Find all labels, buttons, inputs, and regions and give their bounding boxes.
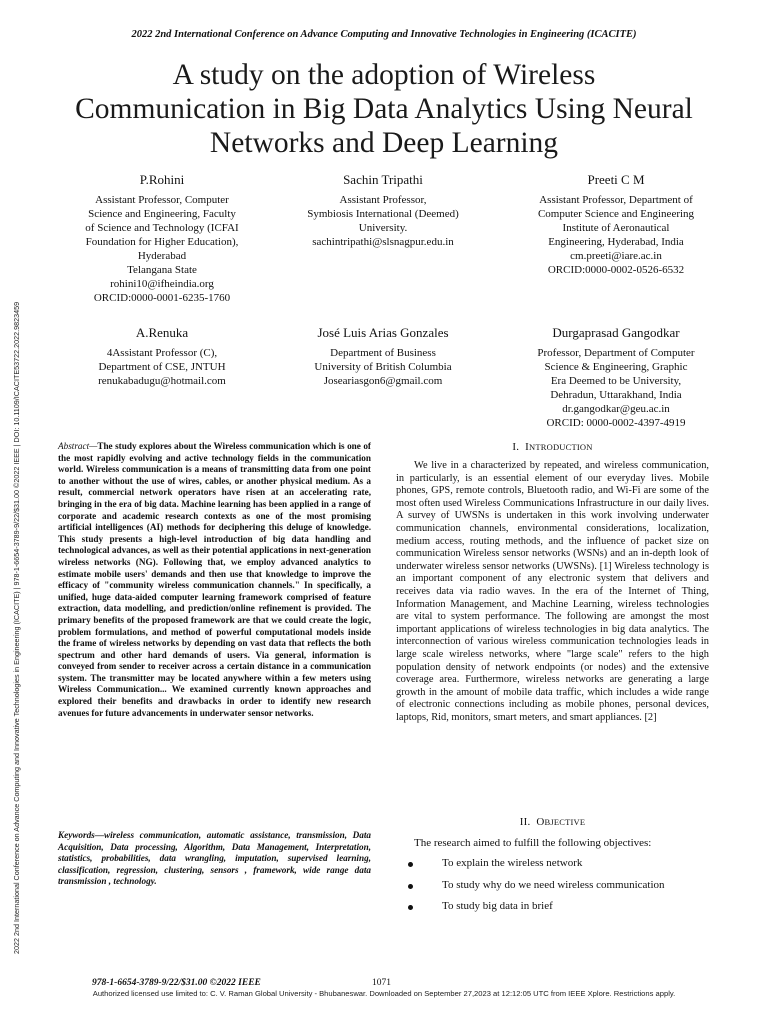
affiliation-line: Era Deemed to be University, (550, 375, 682, 387)
affiliation-line: Hyderabad (137, 250, 187, 262)
paper-title (40, 58, 728, 160)
section-heading-introduction (396, 441, 709, 453)
author-email: Joseariasgon6@gmail.com (323, 375, 443, 387)
author-block-gonzales (273, 325, 493, 388)
section-title-rest: BJECTIVE (544, 817, 586, 827)
list-item (398, 900, 718, 922)
author-name: José Luis Arias Gonzales (317, 325, 449, 340)
title-line: Networks and Deep Learning (209, 127, 559, 159)
page-number: 1071 (372, 978, 391, 988)
author-orcid: ORCID: 0000-0002-4397-4919 (546, 417, 686, 429)
affiliation-line: Professor, Department of Computer (537, 347, 695, 359)
bullet-icon (408, 905, 413, 910)
license-notice: Authorized licensed use limited to: C. V. Raman Global University - Bhubaneswar. Downloaded on September 27,2023 at 12:12:05 UTC from IEEE Xplore. Restrictions apply. (92, 989, 676, 998)
affiliation-line: University. (358, 222, 408, 234)
affiliation-line: Telangana State (127, 264, 197, 276)
author-name: Durgaprasad Gangodkar (552, 325, 680, 340)
author-block-preeti (506, 172, 726, 277)
bullet-icon (408, 884, 413, 889)
affiliation-line: of Science and Technology (ICFAI (85, 222, 239, 234)
section-numeral: II. (519, 816, 531, 828)
affiliation-line: Dehradun, Uttarakhand, India (550, 389, 682, 401)
affiliation-line: Science and Engineering, Faculty (88, 208, 236, 220)
introduction-paragraph: We live in a characterized by repeated, and wireless communication, in particularly, is an essential element of our everyday lives. Mobile phones, GPS, remote controls, Bluetooth radio, and Wi-Fi are some of the most often used Wireless Communications Infrastructure in our daily lives. A survey of UWSNs is undertaken in this work involving underwater communication channels, environmental considerations, localization, medium access, routing methods, and the influence of packet size on communication Wireless sensor networks (WSNs) and an in-depth look of underwater wireless sensor networks (UWSNs). [1] Wireless technology is an important component of any electronic system that delivers and receives data via radio waves. In the era of the Internet of Thing, Information Management, and Machine Learning, wireless technologies are vital to system performance. The following are amongst the most important applications of wireless technologies in big data analytics. The interconnection of various wireless communication technologies leads in large scale wireless networks, where "large scale" refers to the high population density of network endpoints (or nodes) and the extensive coverage area. Furthermore, wireless networks are generating a large growth in the amount of mobile data traffic, which includes a wide range of electronic connections including as mobile phones, personal devices, laptops, Rid, monitors, smart meters, and smart appliances. [2] (396, 460, 709, 723)
abstract-text: The study explores about the Wireless communication which is one of the most rapidly evolving and active technology fields in the communication world. Wireless communication is a means of transmitting data from one point to another without the use of wires, cables, or another physical medium. As a result, commercial network operators have risen at an accelerating rate, bringing in the era of big data. Machine learning has been applied in a range of corporate and academic research contexts as one of the most promising artificial intelligences (AI) methods for deciphering this deluge of knowledge. This study presents a high-level introduction of big data handling and technological advances, as well as their potential applications in next-generation wireless networks (NG). Following that, we employ advanced analytics to estimate mobile users' demands and then use that knowledge to improve the efficacy of "community wireless communication channels." In specifically, a unified, huge data-aided computer learning framework comprised of feature extraction, data modelling, and prediction/online refinement is provided. The primary benefits of the proposed framework are that we could create the logic, problem formulations, and method of powerful computational models inside the frame of wireless networks by depending on vast data that reflects the both spectrum and other hard demands of users. Via general, information is conveyed from sender to receiver across a certain distance in a communication system. The transmitter may be located anywhere within a few meters using Wireless Communication... We examined currently known approaches and explored their benefits and drawbacks in order to identify new research avenues for future advancements in underwater sensor networks. (58, 441, 371, 718)
author-orcid: ORCID:0000-0002-0526-6532 (547, 264, 685, 276)
section-cap: I (525, 441, 529, 453)
conference-header: 2022 2nd International Conference on Advance Computing and Innovative Technologies in Engineering (ICACITE) (131, 29, 637, 40)
author-email: renukabadugu@hotmail.com (98, 375, 226, 387)
author-email: sachintripathi@slsnagpur.edu.in (312, 236, 454, 248)
affiliation-line: Assistant Professor, Computer (95, 194, 229, 206)
keywords-heading: Keywords— (58, 830, 104, 840)
author-block-rohini (52, 172, 272, 305)
affiliation-line: Science & Engineering, Graphic (544, 361, 688, 373)
keywords-text: wireless communication, automatic assistance, transmission, Data Acquisition, Data processing, Algorithm, Data Management, Interpretation, statistics, probabilities, data wrangling, imputation, supervised learning, classification, regression, clustering, sensors , framework, wide range data transmission , technology. (58, 830, 371, 887)
abstract (58, 441, 371, 719)
affiliation-line: Institute of Aeronautical (562, 222, 670, 234)
affiliation-line: 4Assistant Professor (C), (106, 347, 218, 359)
objective-text: To explain the wireless network (442, 857, 583, 869)
affiliation-line: Department of CSE, JNTUH (98, 361, 226, 373)
bullet-icon (408, 862, 413, 867)
objective-text: To study big data in brief (442, 900, 553, 912)
author-email: dr.gangodkar@geu.ac.in (562, 403, 670, 415)
affiliation-line: Assistant Professor, Department of (539, 194, 693, 206)
section-cap: O (536, 816, 545, 828)
affiliation-line: University of British Columbia (314, 361, 452, 373)
author-orcid: ORCID:0000-0001-6235-1760 (93, 292, 231, 304)
author-name: A.Renuka (135, 325, 189, 340)
author-email: cm.preeti@iare.ac.in (570, 250, 662, 262)
author-block-tripathi (273, 172, 493, 249)
affiliation-line: Foundation for Higher Education), (85, 236, 239, 248)
section-heading-objective (396, 816, 709, 828)
title-line: A study on the adoption of Wireless (172, 59, 596, 91)
title-line: Communication in Big Data Analytics Using Neural (75, 93, 693, 125)
affiliation-line: Computer Science and Engineering (537, 208, 695, 220)
objective-list (398, 857, 718, 922)
abstract-heading: Abstract— (58, 441, 98, 451)
section-numeral: I. (512, 441, 520, 453)
keywords (58, 830, 371, 888)
affiliation-line: Department of Business (330, 347, 436, 359)
affiliation-line: Assistant Professor, (339, 194, 427, 206)
objective-text: To study why do we need wireless communication (442, 878, 665, 891)
author-name: Preeti C M (587, 172, 645, 187)
footer-isbn: 978-1-6654-3789-9/22/$31.00 ©2022 IEEE (92, 978, 261, 988)
author-name: Sachin Tripathi (343, 172, 423, 187)
affiliation-line: Engineering, Hyderabad, India (548, 236, 684, 248)
list-item (398, 857, 718, 879)
list-item (398, 879, 718, 901)
author-block-renuka (52, 325, 272, 388)
doi-side-note: 2022 2nd International Conference on Advance Computing and Innovative Technologies in Engineering (ICACITE) | 978-1-6654-3789-9/22/$31.00 ©2022 IEEE | DOI: 10.1109/ICACITE53722.2022.9823459 (12, 301, 21, 954)
affiliation-line: Symbiosis International (Deemed) (307, 208, 459, 220)
author-email: rohini10@ifheindia.org (110, 278, 214, 290)
section-title-rest: NTRODUCTION (529, 442, 593, 452)
author-block-gangodkar (506, 325, 726, 430)
objective-intro: The research aimed to fulfill the following objectives: (414, 837, 652, 849)
author-name: P.Rohini (139, 172, 185, 187)
